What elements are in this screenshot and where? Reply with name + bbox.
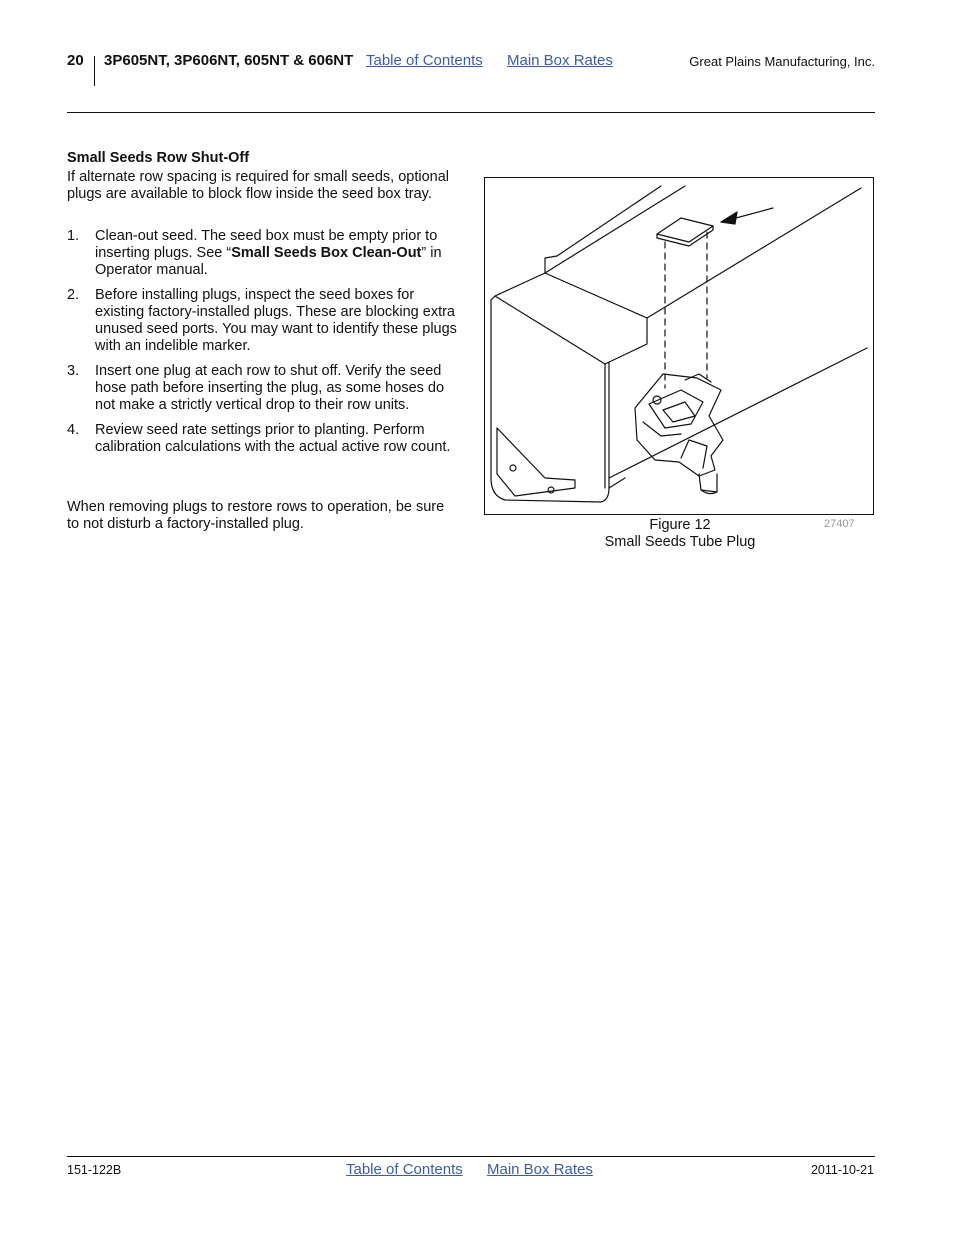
step-text: Before installing plugs, inspect the seed boxes for existing factory-installed plugs. These are blocking extra unused seed ports. You may want to identify these plugs with an indelible marker. (95, 287, 457, 354)
figure-id: 27407 (824, 518, 855, 530)
step-number: 4. (67, 422, 80, 438)
step-number: 2. (67, 287, 80, 303)
list-item (67, 422, 459, 456)
document-code: 151-122B (67, 1163, 122, 1177)
step-reference: Small Seeds Box Clean-Out (231, 245, 422, 261)
document-title: 3P605NT, 3P606NT, 605NT & 606NT (104, 52, 354, 69)
seed-box-plug-illustration (485, 178, 873, 514)
list-item (67, 287, 459, 355)
step-text: Insert one plug at each row to shut off. Verify the seed hose path before inserting the plug, as some hoses do not make a strictly vertical drop to their row units. (95, 363, 445, 413)
company-name: Great Plains Manufacturing, Inc. (689, 54, 875, 69)
figure-number: Figure 12 (649, 517, 711, 533)
header-divider (94, 56, 95, 86)
step-text: Clean-out seed. The seed box must be empty prior to inserting plugs. See “ (95, 228, 438, 261)
closing-paragraph: When removing plugs to restore rows to operation, be sure to not disturb a factory-installed plug. (67, 499, 445, 532)
footer-main-box-rates-link[interactable]: Main Box Rates (487, 1161, 593, 1178)
figure-title: Small Seeds Tube Plug (604, 534, 756, 550)
steps-list (67, 228, 459, 464)
header-main-box-rates-link[interactable]: Main Box Rates (507, 52, 613, 69)
figure-caption (484, 517, 876, 551)
list-item (67, 228, 459, 279)
step-text: ” in Operator manual. (95, 245, 442, 278)
document-date: 2011-10-21 (810, 1163, 874, 1177)
footer-rule (67, 1156, 875, 1157)
header-table-of-contents-link[interactable]: Table of Contents (366, 52, 483, 69)
intro-paragraph: If alternate row spacing is required for small seeds, optional plugs are available to block flow inside the seed box tray. (67, 169, 450, 202)
step-number: 1. (67, 228, 80, 244)
list-item (67, 363, 459, 414)
figure-frame (484, 177, 874, 515)
header-rule (67, 112, 875, 113)
step-text: Review seed rate settings prior to planting. Perform calibration calculations with the actual active row count. (95, 422, 451, 455)
footer-table-of-contents-link[interactable]: Table of Contents (346, 1161, 463, 1178)
page-number: 20 (67, 52, 84, 69)
step-number: 3. (67, 363, 80, 379)
section-heading: Small Seeds Row Shut-Off (67, 150, 250, 166)
